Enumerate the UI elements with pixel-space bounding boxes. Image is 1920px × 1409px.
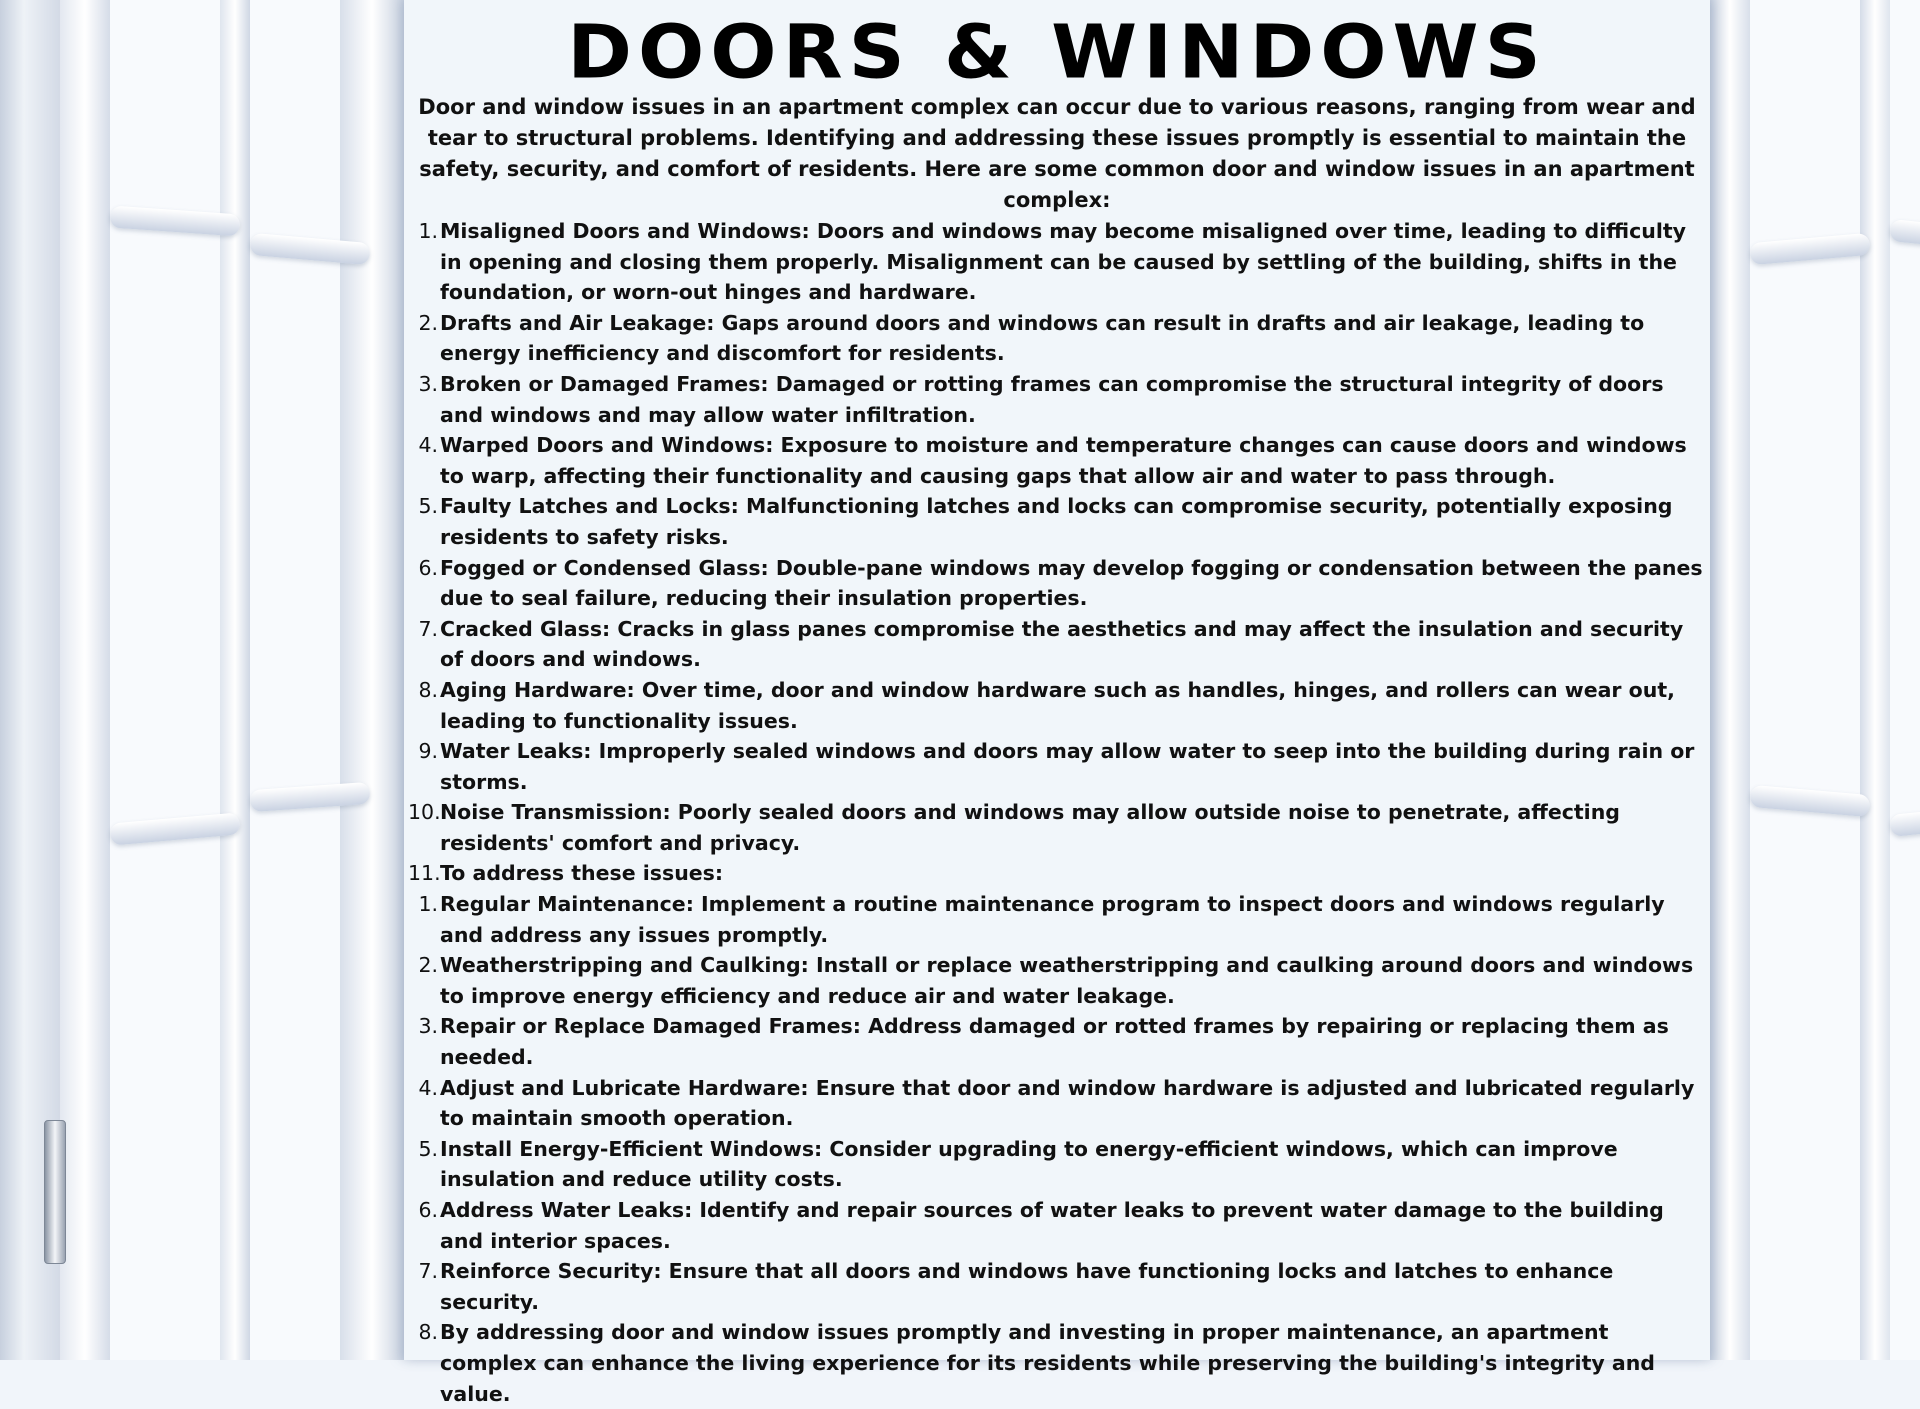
right-window-pane xyxy=(1750,0,1860,1360)
right-window-frame xyxy=(1710,0,1750,1360)
list-item-number: 3. xyxy=(418,1014,438,1039)
right-window-pane xyxy=(1890,0,1920,1360)
list-item-number: 8. xyxy=(418,677,438,702)
list-item-text: Regular Maintenance: Implement a routine maintenance program to inspect doors and windows regularly and address any issues promptly. xyxy=(440,892,1665,947)
issue-item xyxy=(418,736,1710,797)
list-item-text: Adjust and Lubricate Hardware: Ensure that door and window hardware is adjusted and lubricated regularly to maintain smooth operation. xyxy=(440,1075,1695,1131)
list-item-text: Noise Transmission: Poorly sealed doors and windows may allow outside noise to penetrate, affecting residents' comfort and privacy. xyxy=(440,800,1620,855)
list-item-text: Water Leaks: Improperly sealed windows and doors may allow water to seep into the building during rain or storms. xyxy=(440,739,1695,794)
left-window-pane xyxy=(250,0,340,1360)
list-item-number: 6. xyxy=(418,555,438,580)
solution-item xyxy=(418,1134,1710,1195)
list-item-number: 10. xyxy=(408,800,441,825)
list-item-number: 2. xyxy=(418,310,438,335)
list-item-text: By addressing door and window issues promptly and investing in proper maintenance, an apartment complex can enhance the living experience for its residents while preserving the building's integrity and value. xyxy=(440,1320,1655,1406)
issue-item xyxy=(418,216,1710,308)
right-window-mullion xyxy=(1860,0,1890,1360)
issue-item xyxy=(418,308,1710,369)
intro-paragraph: Door and window issues in an apartment complex can occur due to various reasons, ranging from wear and tear to structural problems. Identifying and addressing these issues promptly is essential to maintain the safety, security, and comfort of residents. Here are some common door and window issues in an apartment complex: xyxy=(418,95,1696,212)
list-item-number: 7. xyxy=(418,1259,438,1284)
list-item-text: Cracked Glass: Cracks in glass panes compromise the aesthetics and may affect the insulation and security of doors and windows. xyxy=(440,616,1684,672)
left-window-frame xyxy=(60,0,110,1360)
issue-item xyxy=(418,491,1710,552)
right-window-illustration xyxy=(1710,0,1920,1360)
list-item-number: 7. xyxy=(418,616,438,641)
left-window-illustration xyxy=(0,0,410,1360)
issue-item xyxy=(418,553,1710,614)
list-item-number: 9. xyxy=(418,739,438,764)
solutions-list xyxy=(418,889,1710,1409)
issue-item xyxy=(408,797,1710,858)
list-item-number: 2. xyxy=(418,953,438,978)
left-window-mullion xyxy=(340,0,404,1360)
content-panel xyxy=(404,0,1710,1406)
list-item-text: Repair or Replace Damaged Frames: Address damaged or rotted frames by repairing or replacing them as needed. xyxy=(440,1014,1669,1069)
list-item-text: Install Energy-Efficient Windows: Consider upgrading to energy-efficient windows, which can improve insulation and reduce utility costs. xyxy=(440,1136,1618,1192)
list-item-text: Broken or Damaged Frames: Damaged or rotting frames can compromise the structural integrity of doors and windows and may allow water infiltration. xyxy=(440,371,1664,427)
issue-item xyxy=(418,369,1710,430)
solution-item xyxy=(418,1073,1710,1134)
list-item-text: To address these issues: xyxy=(440,861,724,886)
page-title: DOORS & WINDOWS xyxy=(567,10,1547,96)
list-item-number: 11. xyxy=(408,861,441,886)
list-item-text: Address Water Leaks: Identify and repair sources of water leaks to prevent water damage to the building and interior spaces. xyxy=(440,1197,1664,1253)
list-item-number: 6. xyxy=(418,1197,438,1222)
solution-item xyxy=(418,1195,1710,1256)
list-item-text: Aging Hardware: Over time, door and window hardware such as handles, hinges, and rollers can wear out, leading to functionality issues. xyxy=(440,677,1675,733)
issue-item xyxy=(418,614,1710,675)
list-item-number: 4. xyxy=(418,1075,438,1100)
issues-list xyxy=(408,216,1710,889)
left-window-pane xyxy=(110,0,220,1360)
list-item-text: Faulty Latches and Locks: Malfunctioning latches and locks can compromise security, potentially exposing residents to safety risks. xyxy=(440,494,1673,549)
solution-item xyxy=(418,1256,1710,1317)
list-item-number: 3. xyxy=(418,371,438,396)
list-item-text: Drafts and Air Leakage: Gaps around doors and windows can result in drafts and air leakage, leading to energy inefficiency and discomfort for residents. xyxy=(440,310,1645,366)
list-item-text: Weatherstripping and Caulking: Install or replace weatherstripping and caulking around doors and windows to improve energy efficiency and reduce air and water leakage. xyxy=(440,953,1694,1008)
list-item-text: Warped Doors and Windows: Exposure to moisture and temperature changes can cause doors and windows to warp, affecting their functionality and causing gaps that allow air and water to pass through. xyxy=(440,433,1687,488)
list-item-text: Reinforce Security: Ensure that all doors and windows have functioning locks and latches to enhance security. xyxy=(440,1259,1614,1314)
left-window-mullion xyxy=(220,0,250,1360)
issue-item xyxy=(418,675,1710,736)
issue-item xyxy=(408,858,1710,889)
list-item-number: 1. xyxy=(418,892,438,916)
list-item-number: 1. xyxy=(418,219,438,243)
issue-item xyxy=(418,430,1710,491)
door-handle xyxy=(44,1120,66,1264)
list-item-number: 4. xyxy=(418,433,438,458)
list-item-text: Fogged or Condensed Glass: Double-pane windows may develop fogging or condensation between the panes due to seal failure, reducing their insulation properties. xyxy=(440,555,1703,611)
solution-item xyxy=(418,1317,1710,1409)
list-item-number: 8. xyxy=(418,1320,438,1345)
list-item-number: 5. xyxy=(418,1136,438,1161)
solution-item xyxy=(418,950,1710,1011)
solution-item xyxy=(418,889,1710,950)
solution-item xyxy=(418,1011,1710,1072)
list-item-text: Misaligned Doors and Windows: Doors and windows may become misaligned over time, leading to difficulty in opening and closing them properly. Misalignment can be caused by settling of the building, shifts in the foundation, or worn-out hinges and hardware. xyxy=(440,219,1687,305)
list-item-number: 5. xyxy=(418,494,438,519)
